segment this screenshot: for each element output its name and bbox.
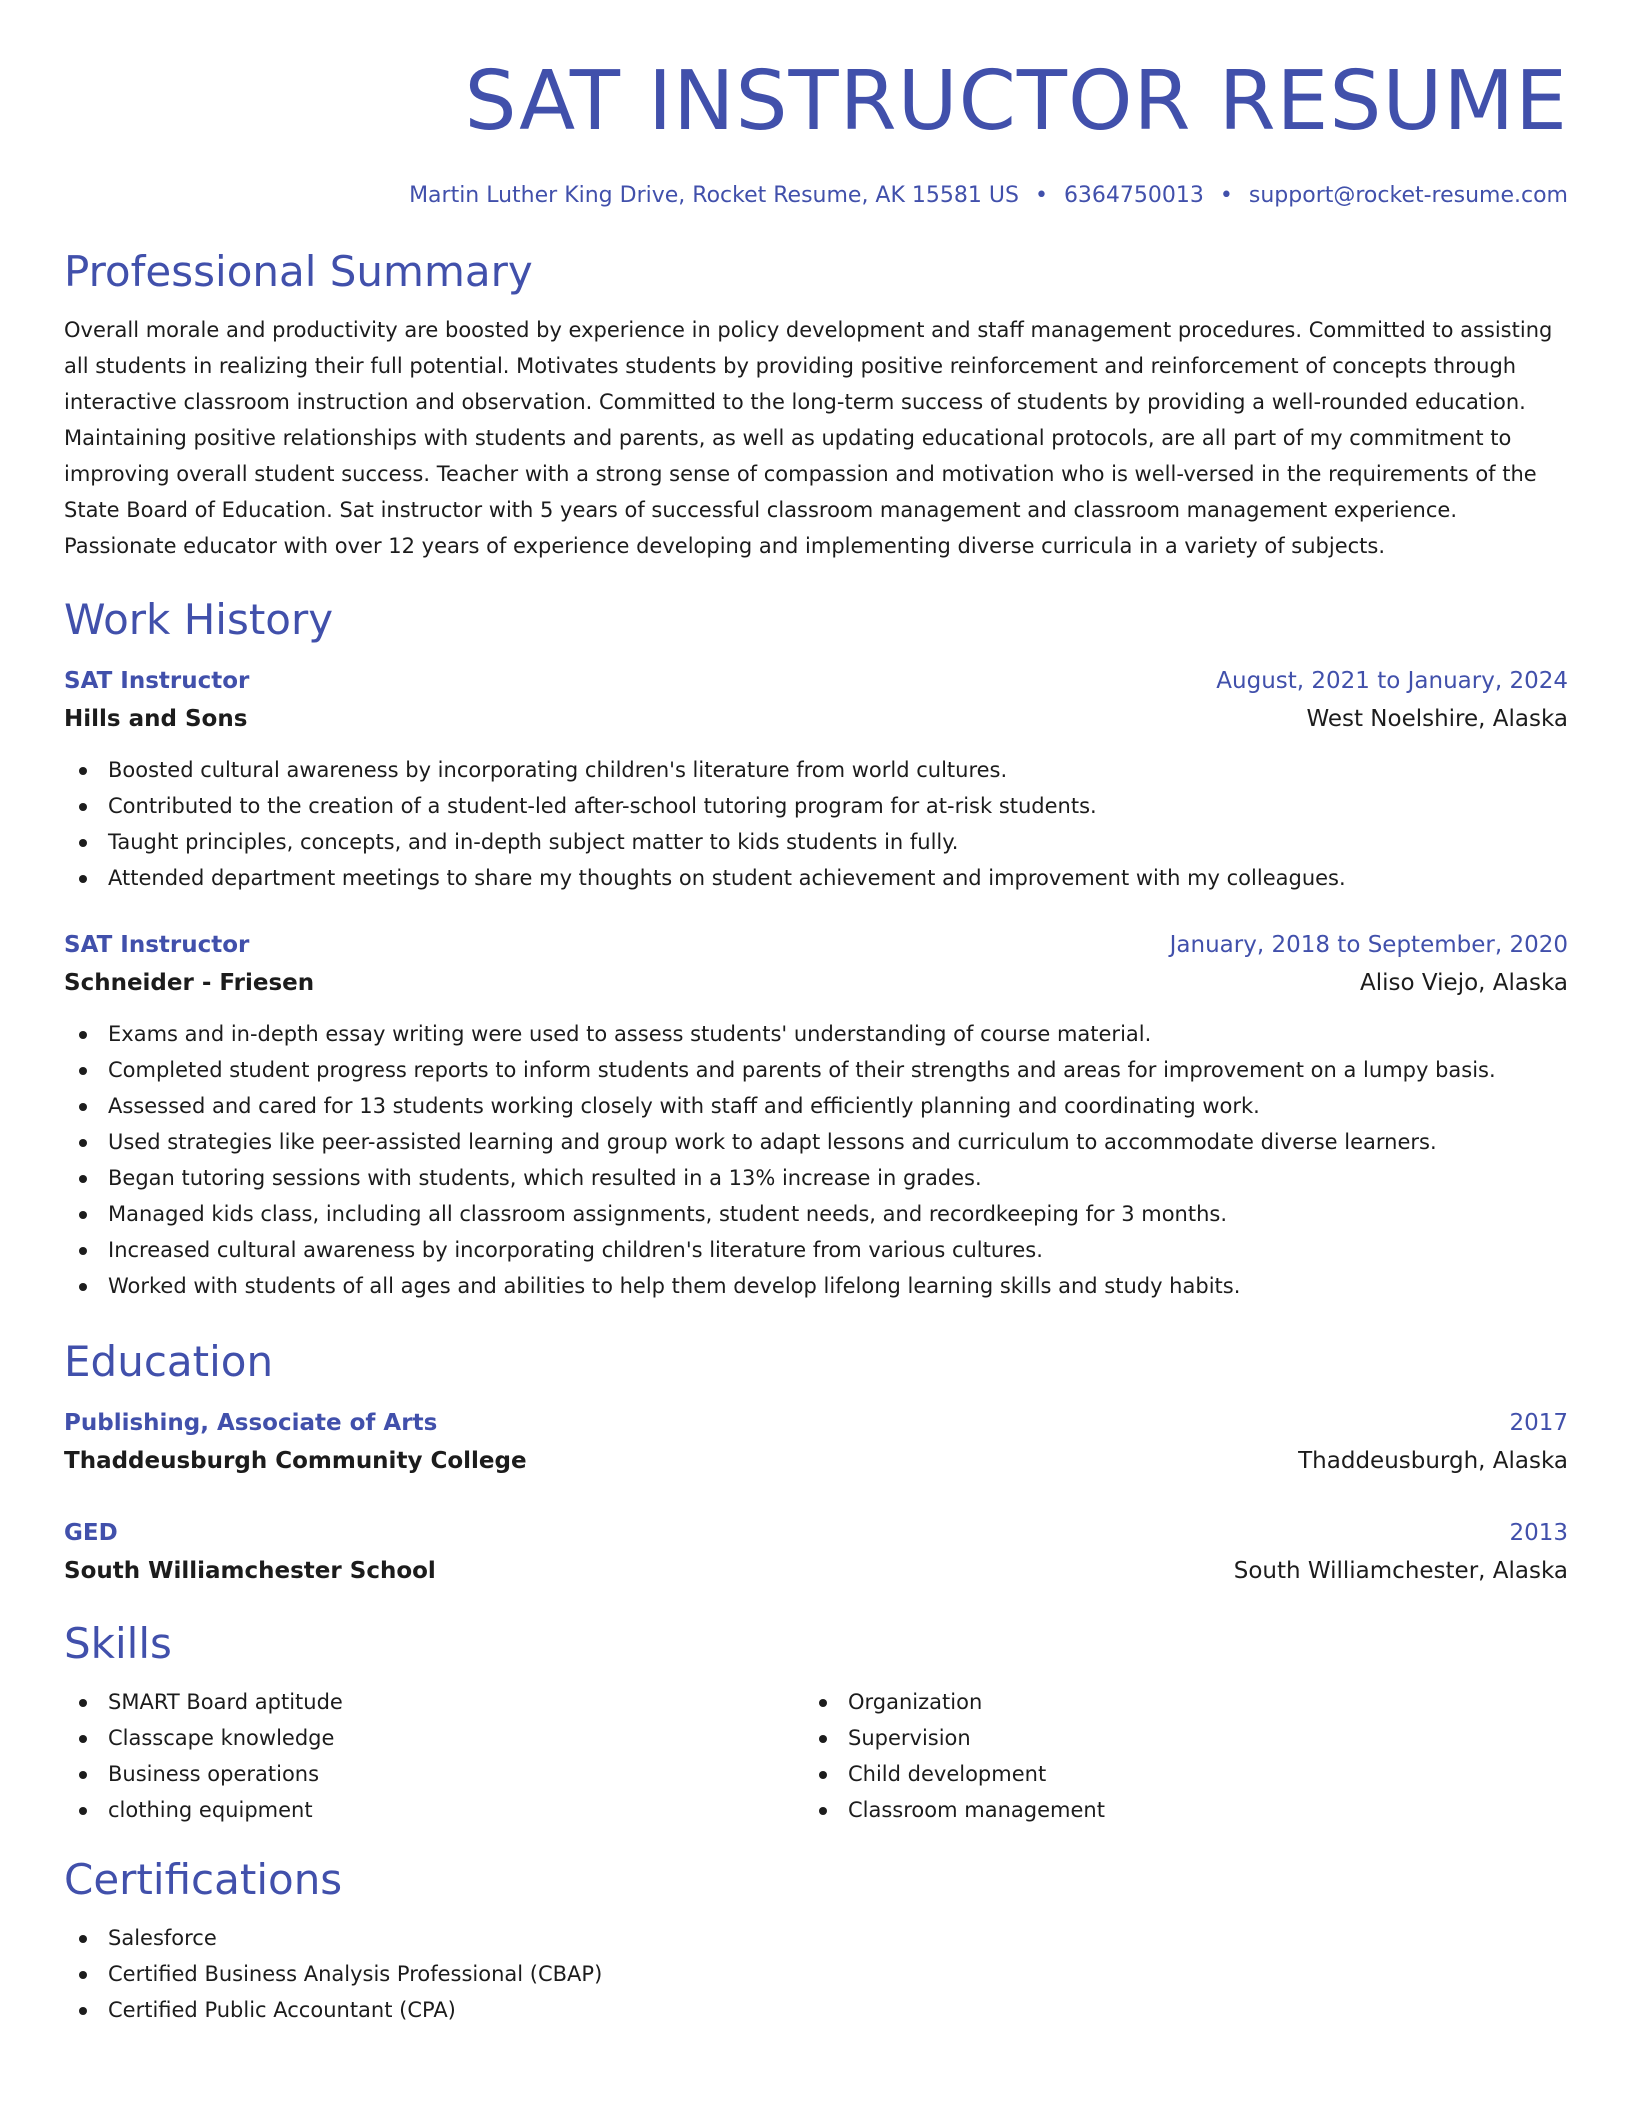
list-item: Contributed to the creation of a student-led after-school tutoring program for at-risk students. bbox=[64, 788, 1568, 824]
job-dates: January, 2018 to September, 2020 bbox=[1169, 932, 1568, 958]
education-header bbox=[64, 1514, 1568, 1552]
phone: 6364750013 bbox=[1063, 183, 1204, 208]
skill-item: Classcape knowledge bbox=[64, 1720, 804, 1756]
skill-item: Organization bbox=[804, 1684, 1544, 1720]
job-header bbox=[64, 926, 1568, 964]
skill-item: clothing equipment bbox=[64, 1792, 804, 1828]
education-year: 2013 bbox=[1509, 1520, 1568, 1546]
separator-dot: • bbox=[1219, 183, 1233, 208]
skills-section bbox=[64, 1616, 1568, 1828]
education-entry bbox=[64, 1404, 1568, 1480]
certification-item: Certified Business Analysis Professional (CBAP) bbox=[64, 1956, 1568, 1992]
education-subheader bbox=[64, 1442, 1568, 1480]
job-role: SAT Instructor bbox=[64, 932, 250, 958]
list-item: Taught principles, concepts, and in-depth subject matter to kids students in fully. bbox=[64, 824, 1568, 860]
skills-grid bbox=[64, 1684, 1568, 1828]
education-year: 2017 bbox=[1509, 1410, 1568, 1436]
education-location: Thaddeusburgh, Alaska bbox=[1298, 1448, 1568, 1474]
job-location: West Noelshire, Alaska bbox=[1306, 706, 1568, 732]
email-link[interactable]: support@rocket-resume.com bbox=[1248, 183, 1568, 208]
section-title-education: Education bbox=[64, 1337, 274, 1386]
certifications-section bbox=[64, 1852, 1568, 2028]
job-company: Hills and Sons bbox=[64, 706, 248, 732]
job-company: Schneider - Friesen bbox=[64, 970, 315, 996]
contact-line bbox=[64, 180, 1568, 212]
education-section bbox=[64, 1334, 1568, 1590]
job-dates: August, 2021 to January, 2024 bbox=[1216, 668, 1568, 694]
list-item: Boosted cultural awareness by incorporating children's literature from world cultures. bbox=[64, 752, 1568, 788]
summary-text: Overall morale and productivity are boosted by experience in policy development and staff management procedures. Committed to assisting all students in realizing their full potential. Motivates students by providing positive reinforcement and reinforcement of concepts through interactive classroom instruction and observation. Committed to the long-term success of students by providing a well-rounded education. Maintaining positive relationships with students and parents, as well as updating educational protocols, are all part of my commitment to improving overall student success. Teacher with a strong sense of compassion and motivation who is well-versed in the requirements of the State Board of Education. Sat instructor with 5 years of successful classroom management and classroom management experience. Passionate educator with over 12 years of experience developing and implementing diverse curricula in a variety of subjects. bbox=[64, 318, 1553, 558]
job-role: SAT Instructor bbox=[64, 668, 250, 694]
skills-list-right bbox=[804, 1684, 1544, 1828]
education-header bbox=[64, 1404, 1568, 1442]
section-title-work: Work History bbox=[64, 595, 334, 644]
job-entry bbox=[64, 662, 1568, 896]
summary-section bbox=[64, 244, 1568, 564]
list-item: Exams and in-depth essay writing were used to assess students' understanding of course material. bbox=[64, 1016, 1568, 1052]
section-title-certifications: Certifications bbox=[64, 1855, 343, 1904]
education-degree: Publishing, Associate of Arts bbox=[64, 1410, 438, 1436]
list-item: Increased cultural awareness by incorporating children's literature from various cultures. bbox=[64, 1232, 1568, 1268]
certification-item: Certified Public Accountant (CPA) bbox=[64, 1992, 1568, 2028]
job-header bbox=[64, 662, 1568, 700]
job-bullets bbox=[64, 1016, 1568, 1304]
resume-page bbox=[64, 0, 1568, 2028]
list-item: Assessed and cared for 13 students working closely with staff and efficiently planning and coordinating work. bbox=[64, 1088, 1568, 1124]
skill-item: Supervision bbox=[804, 1720, 1544, 1756]
job-subheader bbox=[64, 700, 1568, 738]
education-degree: GED bbox=[64, 1520, 118, 1546]
job-bullets bbox=[64, 752, 1568, 896]
job-location: Aliso Viejo, Alaska bbox=[1360, 970, 1568, 996]
list-item: Began tutoring sessions with students, which resulted in a 13% increase in grades. bbox=[64, 1160, 1568, 1196]
education-entry bbox=[64, 1514, 1568, 1590]
education-subheader bbox=[64, 1552, 1568, 1590]
list-item: Completed student progress reports to inform students and parents of their strengths and areas for improvement on a lumpy basis. bbox=[64, 1052, 1568, 1088]
skill-item: SMART Board aptitude bbox=[64, 1684, 804, 1720]
list-item: Worked with students of all ages and abilities to help them develop lifelong learning skills and study habits. bbox=[64, 1268, 1568, 1304]
work-section bbox=[64, 592, 1568, 1304]
list-item: Used strategies like peer-assisted learning and group work to adapt lessons and curriculum to accommodate diverse learners. bbox=[64, 1124, 1568, 1160]
job-subheader bbox=[64, 964, 1568, 1002]
education-school: South Williamchester School bbox=[64, 1558, 436, 1584]
skill-item: Business operations bbox=[64, 1756, 804, 1792]
section-title-skills: Skills bbox=[64, 1619, 172, 1668]
job-entry bbox=[64, 926, 1568, 1304]
address: Martin Luther King Drive, Rocket Resume, AK 15581 US bbox=[409, 183, 1019, 208]
list-item: Attended department meetings to share my thoughts on student achievement and improvement with my colleagues. bbox=[64, 860, 1568, 896]
list-item: Managed kids class, including all classroom assignments, student needs, and recordkeeping for 3 months. bbox=[64, 1196, 1568, 1232]
skill-item: Child development bbox=[804, 1756, 1544, 1792]
skills-list-left bbox=[64, 1684, 804, 1828]
resume-title: SAT INSTRUCTOR RESUME bbox=[464, 54, 1568, 149]
section-title-summary: Professional Summary bbox=[64, 247, 533, 296]
certifications-list bbox=[64, 1920, 1568, 2028]
separator-dot: • bbox=[1034, 183, 1048, 208]
education-school: Thaddeusburgh Community College bbox=[64, 1448, 527, 1474]
certification-item: Salesforce bbox=[64, 1920, 1568, 1956]
education-location: South Williamchester, Alaska bbox=[1233, 1558, 1568, 1584]
resume-header bbox=[64, 0, 1568, 212]
skill-item: Classroom management bbox=[804, 1792, 1544, 1828]
